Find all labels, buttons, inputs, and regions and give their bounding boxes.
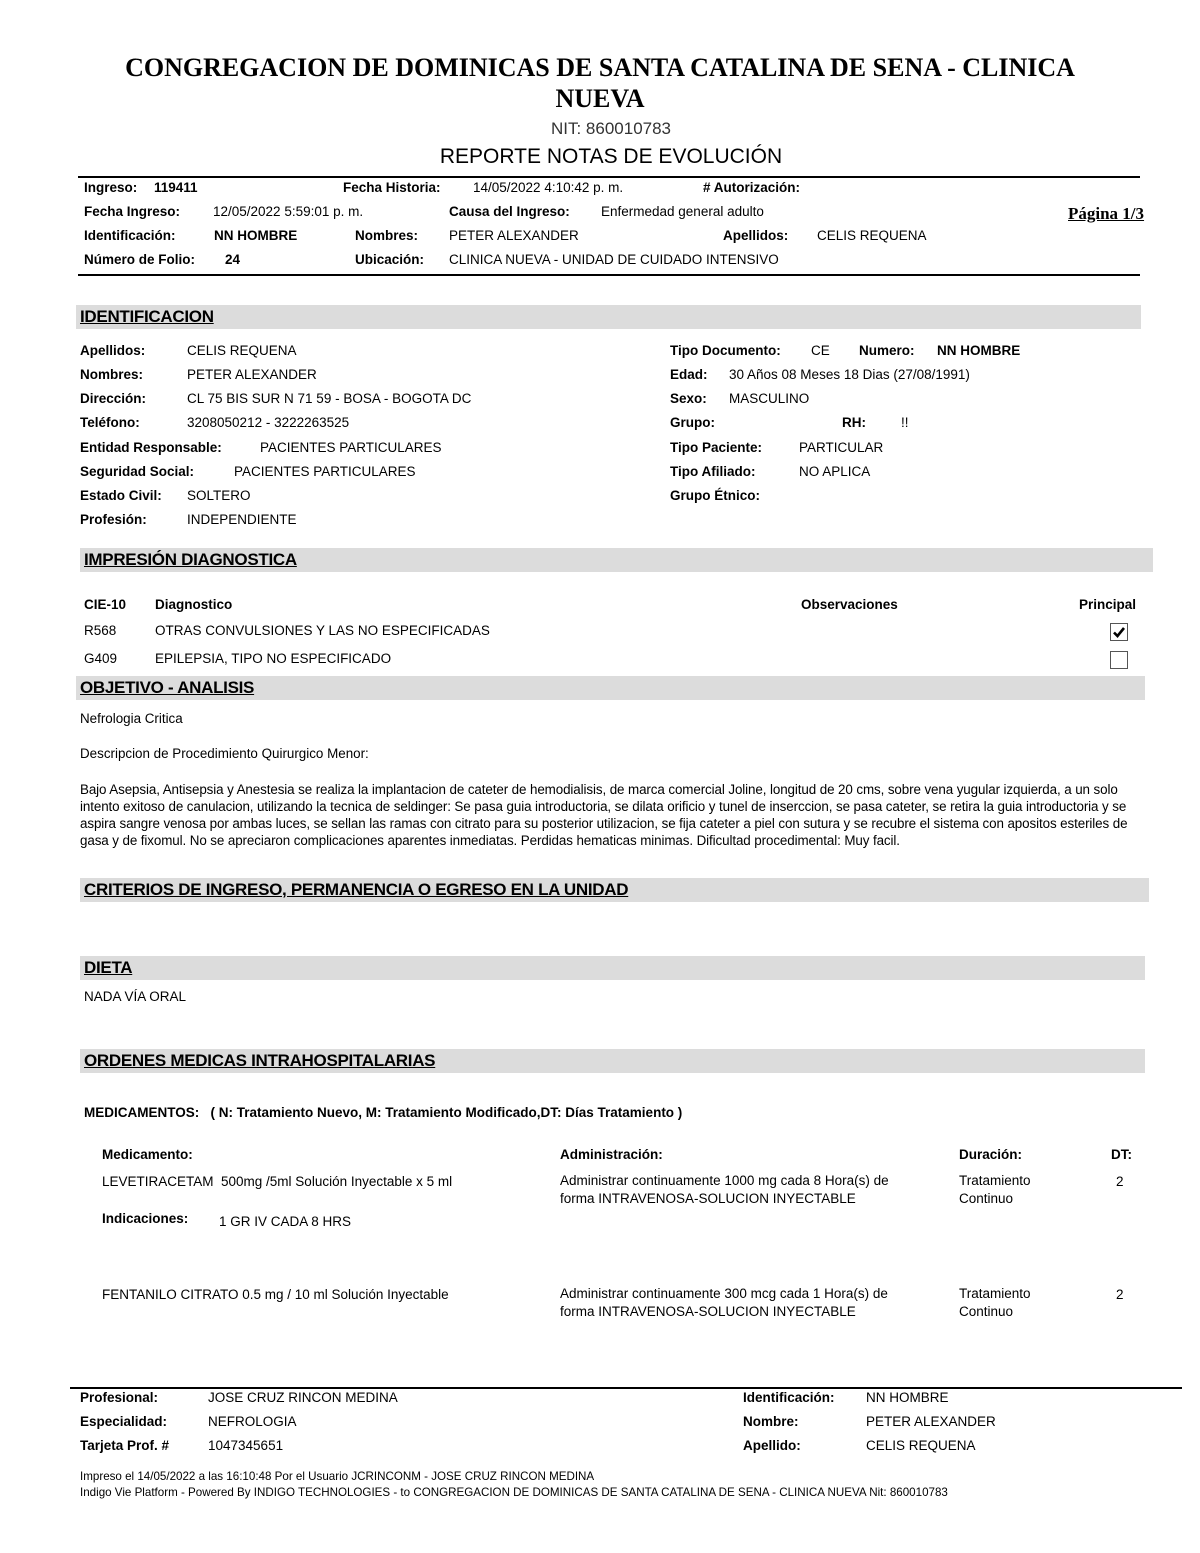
tarjeta-value: 1047345651 — [208, 1438, 284, 1453]
id-rh-value: !! — [901, 415, 909, 430]
procedure-paragraph: Bajo Asepsia, Antisepsia y Anestesia se realiza la implantacion de cateter de hemodialisis, de marca comercial Joline, longitud de 20 cms, sobre vena yugular izquierda, a un solo intento exitoso de canulacion, utilizando la tecnica de seldinger: Se pasa guia introductoria, se dilata orificio y tunel de inserccion, se pasa cateter, se retira la guia introductoria y se aspira sangre venosa por ambas luces, se sellan las ramas con citrato para su posterior utilizacion, se fija cateter a piel con sutura y se recubre el sistema con apositos esteriles de gasa y de fixomul. No se apreciaron complicaciones aparentes inmediatas. Perdidas hematicas minimas. Dificultad procedimental: Muy facil. — [80, 782, 1128, 848]
institution-name: CONGREGACION DE DOMINICAS DE SANTA CATALINA DE SENA - CLINICA — [125, 53, 1075, 82]
diag-desc: OTRAS CONVULSIONES Y LAS NO ESPECIFICADAS — [155, 623, 490, 638]
ingreso-label: Ingreso: — [84, 180, 138, 195]
med-dt: 2 — [1116, 1174, 1124, 1189]
footer-rule — [70, 1387, 1182, 1389]
id-nombres-value: PETER ALEXANDER — [187, 367, 317, 382]
profesional-label: Profesional: — [80, 1390, 159, 1405]
especialidad-label: Especialidad: — [80, 1414, 168, 1429]
diag-desc: EPILEPSIA, TIPO NO ESPECIFICADO — [155, 651, 392, 666]
autorizacion-label: # Autorización: — [703, 180, 801, 195]
identificacion-label: Identificación: — [84, 228, 176, 243]
id-nombres-label: Nombres: — [80, 367, 144, 382]
check-icon — [1111, 624, 1127, 640]
fecha-ingreso-value: 12/05/2022 5:59:01 p. m. — [213, 204, 364, 219]
med-dt: 2 — [1116, 1287, 1124, 1302]
principal-checkbox[interactable] — [1110, 623, 1128, 641]
id-tipo-paciente-value: PARTICULAR — [799, 440, 884, 455]
tarjeta-label: Tarjeta Prof. # — [80, 1438, 170, 1453]
section-criterios — [80, 878, 1149, 902]
med-duracion-cont: Continuo — [959, 1191, 1014, 1206]
folio-value: 24 — [225, 252, 241, 267]
id-entidad-label: Entidad Responsable: — [80, 440, 222, 455]
id-apellidos-label: Apellidos: — [80, 343, 146, 358]
id-seguridad-label: Seguridad Social: — [80, 464, 195, 479]
page-number: Página 1/3 — [1068, 204, 1145, 223]
folio-label: Número de Folio: — [84, 252, 195, 267]
id-profesion-value: INDEPENDIENTE — [187, 512, 297, 527]
med-name: FENTANILO CITRATO 0.5 mg / 10 ml Solución Inyectable — [102, 1287, 449, 1302]
id-edad-value: 30 Años 08 Meses 18 Dias (27/08/1991) — [729, 367, 970, 382]
section-title: OBJETIVO - ANALISIS — [80, 678, 255, 697]
fecha-ingreso-label: Fecha Ingreso: — [84, 204, 181, 219]
id-rh-label: RH: — [842, 415, 866, 430]
id-grupo-etnico-label: Grupo Étnico: — [670, 488, 760, 503]
section-title: CRITERIOS DE INGRESO, PERMANENCIA O EGRESO EN LA UNIDAD — [84, 880, 629, 899]
causa-label: Causa del Ingreso: — [449, 204, 570, 219]
med-duracion-cont: Continuo — [959, 1304, 1014, 1319]
id-estado-label: Estado Civil: — [80, 488, 162, 503]
id-apellidos-value: CELIS REQUENA — [187, 343, 297, 358]
id-sexo-value: MASCULINO — [729, 391, 810, 406]
id-tipo-afiliado-value: NO APLICA — [799, 464, 871, 479]
med-admin: Administrar continuamente 300 mcg cada 1 Hora(s) de — [560, 1286, 888, 1301]
especialidad-value: NEFROLOGIA — [208, 1414, 297, 1429]
section-ordenes — [80, 1049, 1145, 1073]
apellidos-value: CELIS REQUENA — [817, 228, 927, 243]
section-objetivo — [76, 676, 1145, 700]
col-cie: CIE-10 — [84, 597, 127, 612]
col-medicamento: Medicamento: — [102, 1147, 193, 1162]
fecha-historia-value: 14/05/2022 4:10:42 p. m. — [473, 180, 624, 195]
nit: NIT: 860010783 — [550, 119, 672, 138]
id-tipo-afiliado-label: Tipo Afiliado: — [670, 464, 756, 479]
section-title: IDENTIFICACION — [80, 307, 214, 326]
medicamentos-heading: MEDICAMENTOS: ( N: Tratamiento Nuevo, M: Tratamiento Modificado,DT: Días Tratamiento ) — [84, 1105, 683, 1120]
id-numero-value: NN HOMBRE — [937, 343, 1021, 358]
id-tipo-doc-label: Tipo Documento: — [670, 343, 781, 358]
causa-value: Enfermedad general adulto — [601, 204, 764, 219]
col-diagnostico: Diagnostico — [155, 597, 233, 612]
section-diagnostico — [80, 548, 1153, 572]
objetivo-line2: Descripcion de Procedimiento Quirurgico Menor: — [80, 746, 369, 761]
header-bottom-rule — [78, 274, 1140, 276]
col-observaciones: Observaciones — [801, 597, 898, 612]
objetivo-line1: Nefrologia Critica — [80, 711, 183, 726]
id-seguridad-value: PACIENTES PARTICULARES — [234, 464, 416, 479]
id-profesion-label: Profesión: — [80, 512, 147, 527]
platform-credit: Indigo Vie Platform - Powered By INDIGO TECHNOLOGIES - to CONGREGACION DE DOMINICAS DE SANTA CATALINA DE SENA - CLINICA NUEVA Nit: 860010783 — [80, 1486, 948, 1499]
section-title: ORDENES MEDICAS INTRAHOSPITALARIAS — [84, 1051, 436, 1070]
section-title: IMPRESIÓN DIAGNOSTICA — [84, 550, 297, 569]
section-title: DIETA — [84, 958, 133, 977]
indicaciones-value: 1 GR IV CADA 8 HRS — [219, 1214, 352, 1229]
id-telefono-label: Teléfono: — [80, 415, 140, 430]
col-dt: DT: — [1111, 1147, 1132, 1162]
section-identificacion — [76, 305, 1141, 329]
col-principal: Principal — [1079, 597, 1137, 612]
section-dieta — [80, 956, 1145, 980]
med-duracion: Tratamiento — [959, 1173, 1031, 1188]
id-entidad-value: PACIENTES PARTICULARES — [260, 440, 442, 455]
med-admin-cont: forma INTRAVENOSA-SOLUCION INYECTABLE — [560, 1304, 856, 1319]
id-grupo-label: Grupo: — [670, 415, 715, 430]
id-numero-label: Numero: — [859, 343, 915, 358]
med-admin-cont: forma INTRAVENOSA-SOLUCION INYECTABLE — [560, 1191, 856, 1206]
id-tipo-paciente-label: Tipo Paciente: — [670, 440, 763, 455]
footer-ident-label: Identificación: — [743, 1390, 835, 1405]
med-duracion: Tratamiento — [959, 1286, 1031, 1301]
printed-by: Impreso el 14/05/2022 a las 16:10:48 Por el Usuario JCRINCONM - JOSE CRUZ RINCON MEDINA — [80, 1470, 595, 1483]
id-direccion-value: CL 75 BIS SUR N 71 59 - BOSA - BOGOTA DC — [187, 391, 472, 406]
identificacion-value: NN HOMBRE — [214, 228, 298, 243]
header-top-rule — [78, 176, 1140, 178]
report-title: REPORTE NOTAS DE EVOLUCIÓN — [439, 145, 783, 168]
footer-ident-value: NN HOMBRE — [866, 1390, 949, 1405]
id-edad-label: Edad: — [670, 367, 708, 382]
fecha-historia-label: Fecha Historia: — [343, 180, 441, 195]
ubicacion-value: CLINICA NUEVA - UNIDAD DE CUIDADO INTENSIVO — [449, 252, 779, 267]
id-telefono-value: 3208050212 - 3222263525 — [187, 415, 350, 430]
id-tipo-doc-value: CE — [811, 343, 830, 358]
med-name: LEVETIRACETAM 500mg /5ml Solución Inyectable x 5 ml — [102, 1174, 453, 1189]
dieta-value: NADA VÍA ORAL — [84, 989, 187, 1004]
apellidos-label: Apellidos: — [723, 228, 789, 243]
nombres-value: PETER ALEXANDER — [449, 228, 579, 243]
footer-apellido-value: CELIS REQUENA — [866, 1438, 976, 1453]
indicaciones-label: Indicaciones: — [102, 1211, 189, 1226]
nombres-label: Nombres: — [355, 228, 419, 243]
id-sexo-label: Sexo: — [670, 391, 707, 406]
profesional-value: JOSE CRUZ RINCON MEDINA — [208, 1390, 398, 1405]
ingreso-value: 119411 — [154, 180, 198, 195]
footer-apellido-label: Apellido: — [743, 1438, 801, 1453]
institution-name-cont: NUEVA — [555, 84, 645, 113]
diag-code: G409 — [84, 651, 118, 666]
med-admin: Administrar continuamente 1000 mg cada 8 Hora(s) de — [560, 1173, 889, 1188]
col-administracion: Administración: — [560, 1147, 663, 1162]
diag-code: R568 — [84, 623, 117, 638]
id-estado-value: SOLTERO — [187, 488, 251, 503]
footer-nombre-label: Nombre: — [743, 1414, 799, 1429]
ubicacion-label: Ubicación: — [355, 252, 425, 267]
id-direccion-label: Dirección: — [80, 391, 147, 406]
principal-checkbox[interactable] — [1110, 651, 1128, 669]
footer-nombre-value: PETER ALEXANDER — [866, 1414, 996, 1429]
col-duracion: Duración: — [959, 1147, 1023, 1162]
